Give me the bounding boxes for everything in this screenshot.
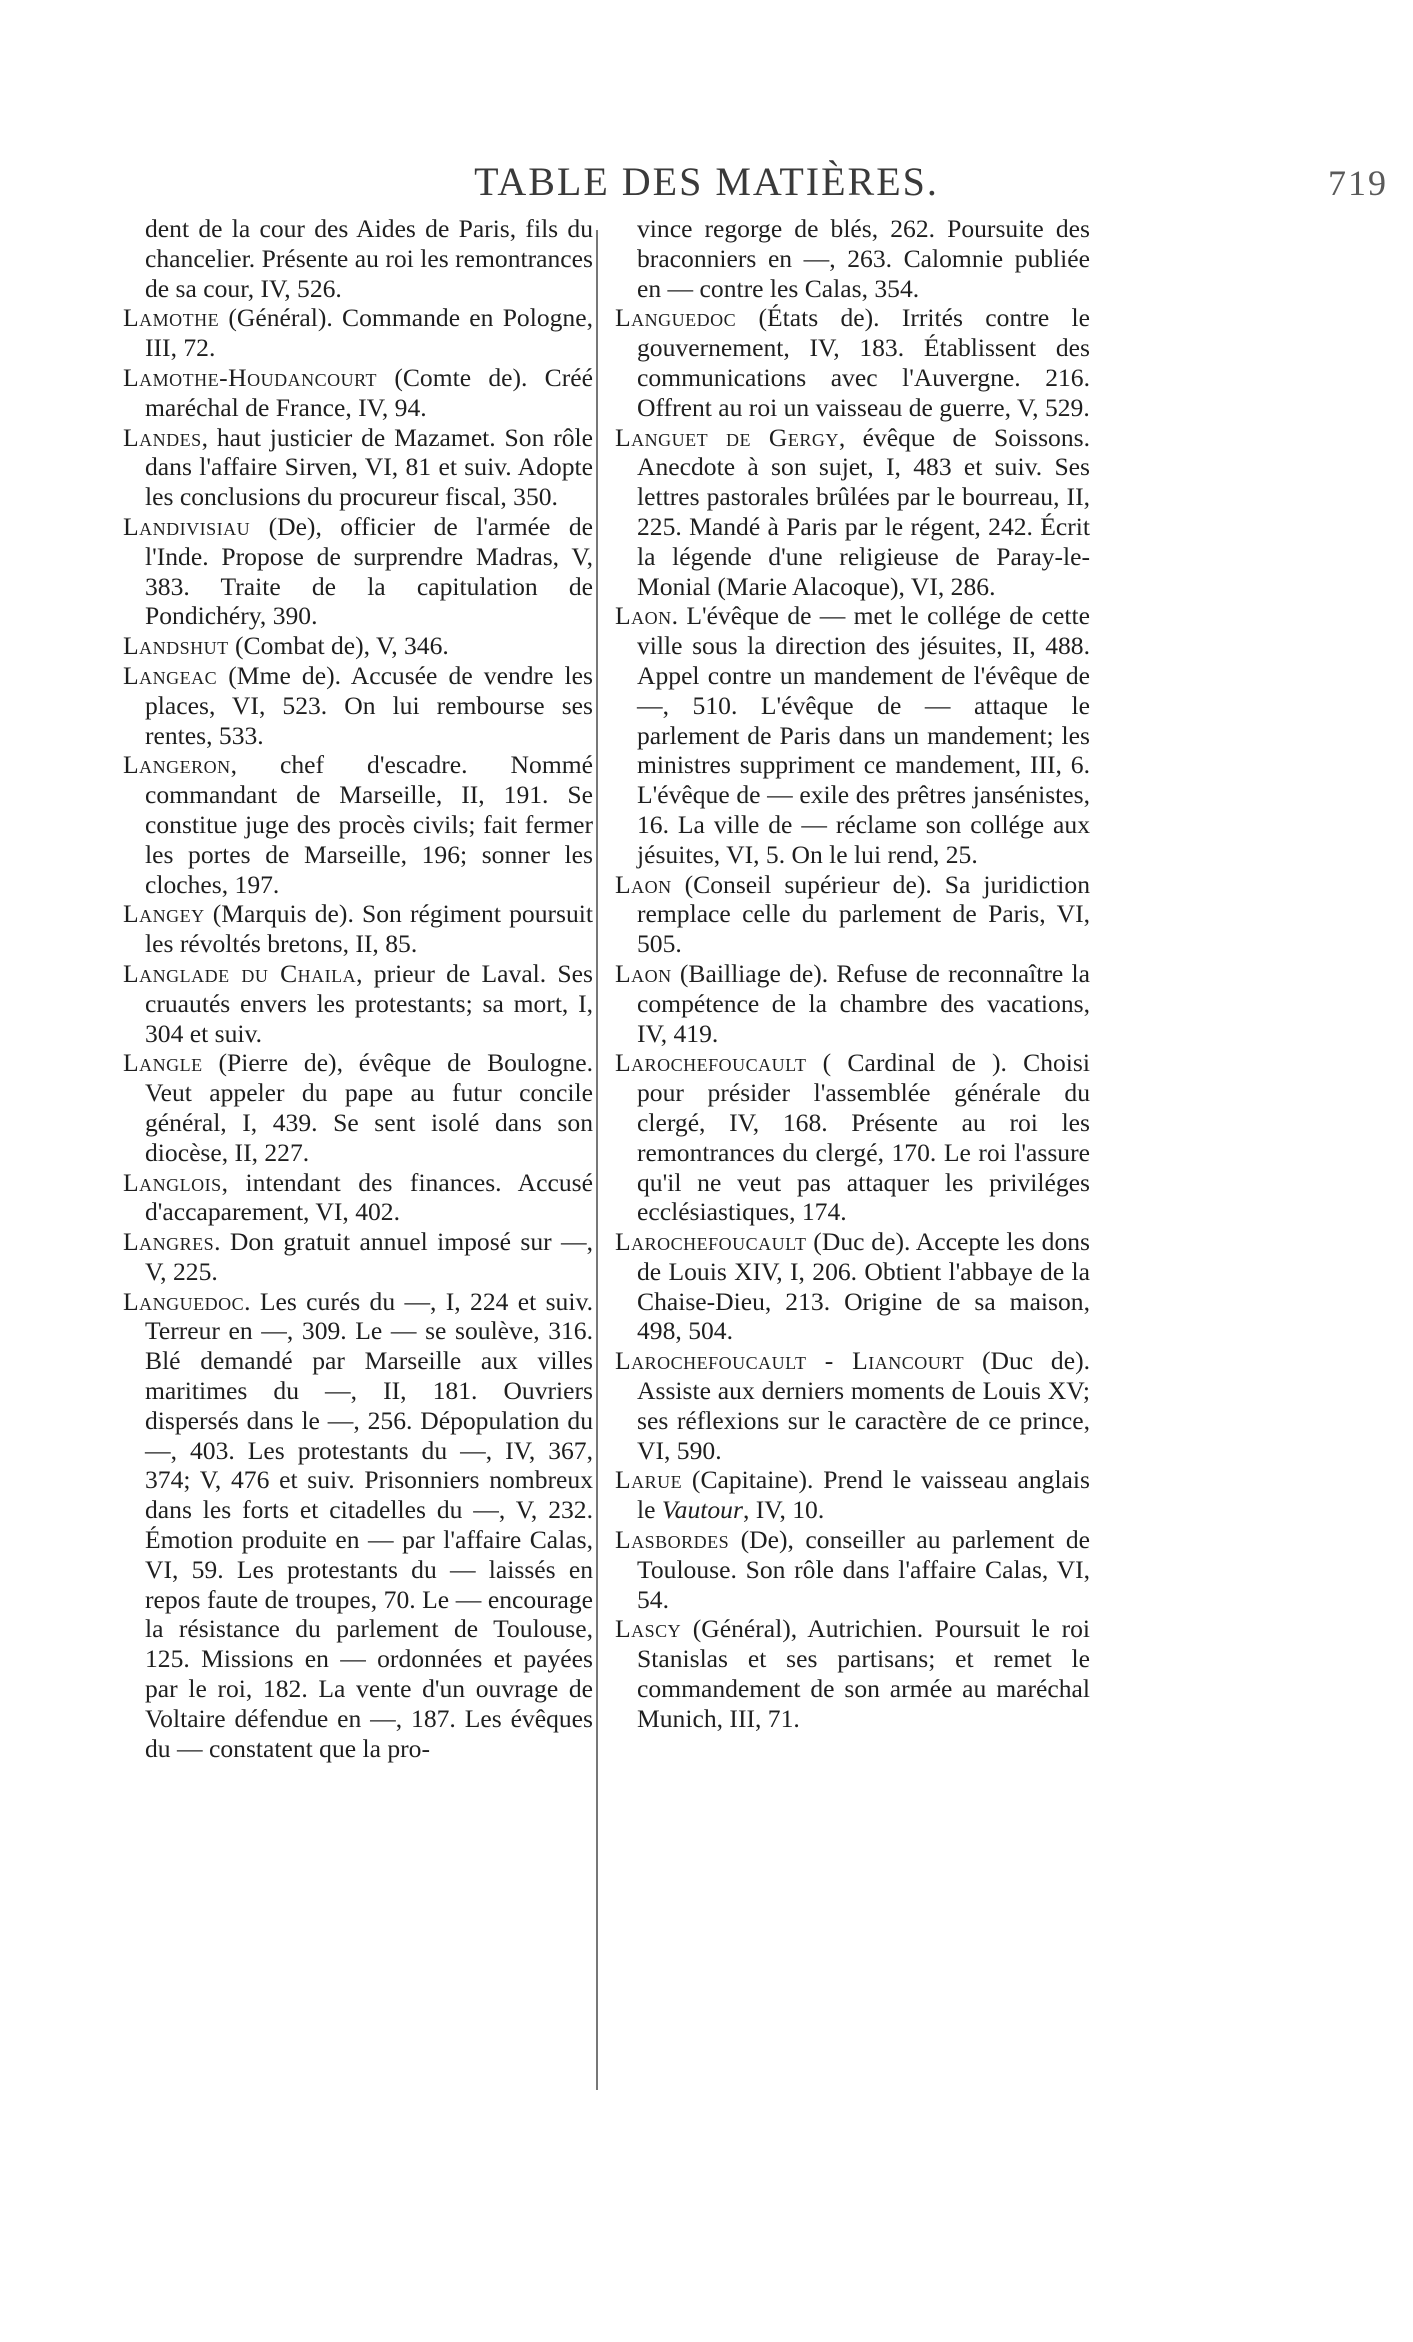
index-entry: Languet de Gergy, évêque de Soissons. Anecdote à son sujet, I, 483 et suiv. Ses lettres pastorales brûlées par le bourreau, II, 225. Mandé à Paris par le régent, 242. Écrit la légende d'une religieuse de Paray-le-Monial (Marie Alacoque), VI, 286. (615, 422, 1090, 601)
index-entry: Landshut (Combat de), V, 346. (123, 631, 449, 661)
index-entry: Larue (Capitaine). Prend le vaisseau anglais le Vautour, IV, 10. (615, 1465, 1090, 1525)
index-entry: Langlade du Chaila, prieur de Laval. Ses cruautés envers les protestants; sa mort, I, 304 et suiv. (123, 958, 593, 1048)
index-entry: Langle (Pierre de), évêque de Boulogne. Veut appeler du pape au futur concile général, I, 439. Se sent isolé dans son diocèse, II, 227. (123, 1048, 593, 1167)
entry-headword: Larochefoucault (615, 1048, 807, 1078)
running-head: TABLE DES MATIÈRES. (474, 159, 939, 204)
entry-headword: Lamothe-Houdancourt (123, 362, 378, 392)
entry-headword: Landshut (123, 631, 229, 661)
entry-headword: Languedoc (615, 303, 737, 333)
index-entry: Langeac (Mme de). Accusée de vendre les places, VI, 523. On lui rembourse ses rentes, 533. (123, 660, 593, 750)
entry-headword: Langeac (123, 660, 218, 690)
entry-headword: Landivisiau (123, 511, 251, 541)
index-entry: Lamothe-Houdancourt (Comte de). Créé maréchal de France, IV, 94. (123, 362, 593, 422)
entry-headword: Langlade du Chaila (123, 958, 357, 988)
index-entry: Lascy (Général), Autrichien. Poursuit le roi Stanislas et ses partisans; et remet le commandement de son armée au maréchal Munich, III, 71. (615, 1614, 1090, 1733)
page-number: 719 (1328, 163, 1388, 203)
entry-headword: Laon (615, 958, 672, 988)
entry-headword: Larue (615, 1465, 683, 1495)
entry-headword: Lamothe (123, 303, 220, 333)
index-entry: dent de la cour des Aides de Paris, fils du chancelier. Présente au roi les remontrances de sa cour, IV, 526. (145, 214, 593, 303)
entry-headword: Laon (615, 869, 672, 899)
column-rule (596, 230, 598, 2090)
index-entry: Larochefoucault (Duc de). Accepte les dons de Louis XIV, I, 206. Obtient l'abbaye de la Chaise-Dieu, 213. Origine de sa maison, 498, 504. (615, 1227, 1090, 1346)
entry-headword: Langres (123, 1227, 215, 1257)
index-entry: Laon (Conseil supérieur de). Sa juridiction remplace celle du parlement de Paris, VI, 505. (615, 869, 1090, 959)
index-entry: Languedoc (États de). Irrités contre le gouvernement, IV, 183. Établissent des communications avec l'Auvergne. 216. Offrent au roi un vaisseau de guerre, V, 529. (615, 303, 1090, 422)
left-column (123, 214, 593, 1763)
entry-headword: Larochefoucault (615, 1227, 807, 1257)
index-entry: Langeron, chef d'escadre. Nommé commandant de Marseille, II, 191. Se constitue juge des procès civils; fait fermer les portes de Marseille, 196; sonner les cloches, 197. (123, 750, 593, 899)
right-column (615, 214, 1090, 1734)
entry-headword: Langle (123, 1048, 203, 1078)
index-entry: Larochefoucault ( Cardinal de ). Choisi pour présider l'assemblée générale du clergé, IV, 168. Présente au roi les remontrances du clergé, 170. Le roi l'assure qu'il ne veut pas attaquer les priviléges ecclésiastiques, 174. (615, 1048, 1090, 1227)
index-entry: vince regorge de blés, 262. Poursuite des braconniers en —, 263. Calomnie publiée en — contre les Calas, 354. (637, 214, 1090, 303)
entry-headword: Langlois (123, 1167, 222, 1197)
index-entry: Larochefoucault - Liancourt (Duc de). Assiste aux derniers moments de Louis XV; ses réflexions sur le caractère de ce prince, VI, 590. (615, 1346, 1090, 1465)
entry-headword: Landes (123, 422, 202, 452)
index-entry: Landivisiau (De), officier de l'armée de l'Inde. Propose de surprendre Madras, V, 383. Traite de la capitulation de Pondichéry, 390. (123, 511, 593, 631)
index-entry: Langlois, intendant des finances. Accusé d'accaparement, VI, 402. (123, 1167, 593, 1227)
entry-headword: Langeron (123, 750, 231, 780)
entry-headword: Laon (615, 601, 672, 631)
index-entry: Laon (Bailliage de). Refuse de reconnaître la compétence de la chambre des vacations, IV, 419. (615, 958, 1090, 1048)
index-entry: Langey (Marquis de). Son régiment poursuit les révoltés bretons, II, 85. (123, 899, 593, 959)
index-entry: Laon. L'évêque de — met le collége de cette ville sous la direction des jésuites, II, 488. Appel contre un mandement de l'évêque de —, 510. L'évêque de — attaque le parlement de Paris dans un mandement; les ministres suppriment ce mandement, III, 6. L'évêque de — exile des prêtres jansénistes, 16. La ville de — réclame son collége aux jésuites, VI, 5. On le lui rend, 25. (615, 601, 1090, 869)
index-entry: Languedoc. Les curés du —, I, 224 et suiv. Terreur en —, 309. Le — se soulève, 316. Blé demandé par Marseille aux villes maritimes du —, II, 181. Ouvriers dispersés dans le —, 256. Dépopulation du —, 403. Les protestants du —, IV, 367, 374; V, 476 et suiv. Prisonniers nombreux dans les forts et citadelles du —, V, 232. Émotion produite en — par l'affaire Calas, VI, 59. Les protestants du — laissés en repos faute de troupes, 70. Le — encourage la résistance du parlement de Toulouse, 125. Missions en — ordonnées et payées par le roi, 182. La vente d'un ouvrage de Voltaire défendue en —, 187. Les évêques du — constatent que la pro- (123, 1286, 593, 1763)
index-entry: Lasbordes (De), conseiller au parlement de Toulouse. Son rôle dans l'affaire Calas, VI, 54. (615, 1525, 1090, 1614)
index-entry: Langres. Don gratuit annuel imposé sur —, V, 225. (123, 1227, 593, 1286)
entry-headword: Lasbordes (615, 1525, 730, 1555)
entry-headword: Languedoc (123, 1286, 245, 1316)
entry-headword: Langey (123, 899, 205, 929)
entry-headword: Languet de Gergy (615, 422, 839, 452)
entry-headword: Larochefoucault - Liancourt (615, 1346, 965, 1376)
entry-headword: Lascy (615, 1614, 682, 1644)
index-entry: Landes, haut justicier de Mazamet. Son rôle dans l'affaire Sirven, VI, 81 et suiv. Adopte les conclusions du procureur fiscal, 350. (123, 422, 593, 512)
index-entry: Lamothe (Général). Commande en Pologne, III, 72. (123, 303, 593, 363)
ship-name: Vautour (661, 1495, 743, 1525)
